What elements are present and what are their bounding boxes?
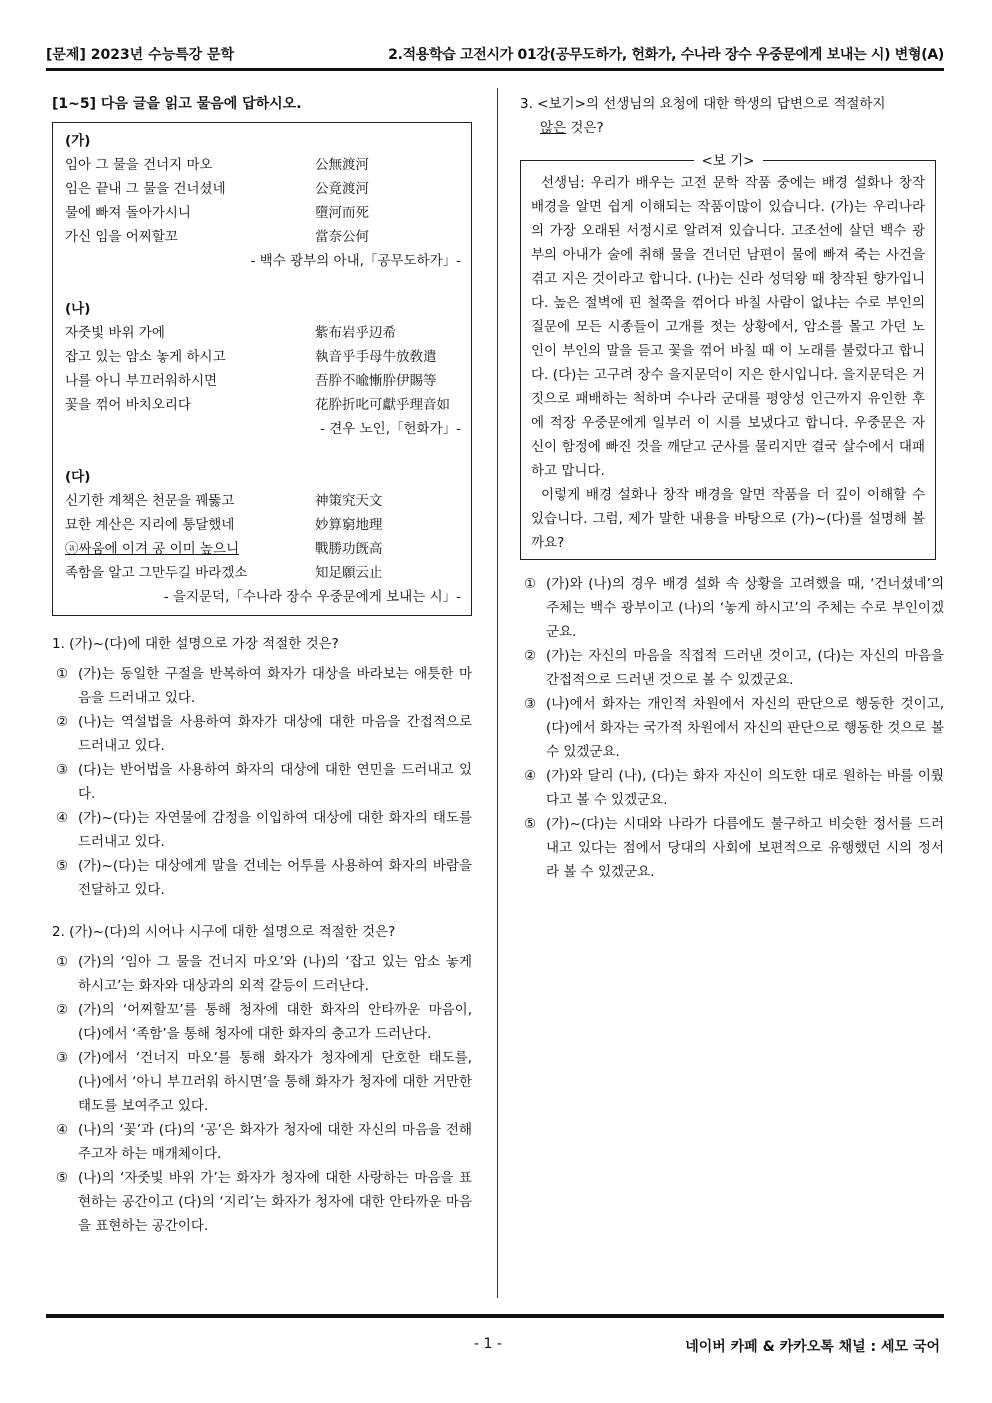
option-text: (나)의 ‘자줏빛 바위 가’는 화자가 청자에 대한 사랑하는 마음을 표현하는 공간이고 (다)의 ‘지리’는 화자가 청자에 대한 안타까운 마음을 표현하는 공간이다.	[78, 1170, 472, 1234]
header-unit-title: 2.적용학습 고전시가 01강(공무도하가, 헌화가, 수나라 장수 우중문에게 보내는 시) 변형(A)	[388, 47, 944, 63]
poem-line	[65, 321, 463, 345]
option-text: (가)와 (나)의 경우 배경 설화 속 상황을 고려했을 때, ‘건너셨네’의 주체는 백수 광부이고 (나)의 ‘놓게 하시고’의 주체는 수로 부인이겠군요.	[546, 576, 944, 640]
poem-korean: 자줏빛 바위 가에	[65, 325, 165, 341]
poem-line	[65, 393, 463, 417]
poem-korean: 신기한 계책은 천문을 꿰뚫고	[65, 493, 235, 509]
question-3-option[interactable]	[520, 764, 944, 812]
option-number: ①	[56, 666, 69, 682]
column-divider	[497, 88, 498, 1298]
poem-na-label: (나)	[65, 301, 91, 317]
poem-hanja: 知足願云止	[315, 565, 383, 581]
question-2-option[interactable]	[52, 1046, 472, 1118]
question-2-stem: 2. (가)~(다)의 시어나 시구에 대한 설명으로 적절한 것은?	[52, 924, 396, 940]
poem-na-attribution: - 견우 노인,「헌화가」-	[320, 421, 461, 437]
option-text: (가)는 동일한 구절을 반복하여 화자가 대상을 바라보는 애틋한 마음을 드러내고 있다.	[78, 666, 472, 706]
poem-line	[65, 201, 463, 225]
question-3-stem-end: 것은?	[570, 120, 604, 136]
poem-korean: 족함을 알고 그만두길 바라겠소	[65, 565, 248, 581]
poem-line	[65, 369, 463, 393]
poem-hanja: 吾肸不喩慚肸伊賜等	[315, 373, 437, 389]
poem-hanja: 花肸折叱可獻乎理音如	[315, 397, 450, 413]
question-3-option[interactable]	[520, 692, 944, 764]
question-3-stem	[520, 92, 944, 140]
footer-rule	[46, 1314, 944, 1318]
question-2-option[interactable]	[52, 1166, 472, 1238]
question-1-option[interactable]	[52, 854, 472, 902]
poem-korean: 임은 끝내 그 물을 건너셨네	[65, 181, 226, 197]
poem-korean: 가신 임을 어찌할꼬	[65, 229, 178, 245]
instructions: [1~5] 다음 글을 읽고 물음에 답하시오.	[52, 96, 302, 112]
poem-line	[65, 537, 463, 561]
question-2-option[interactable]	[52, 1118, 472, 1166]
option-text: (가)에서 ‘건너지 마오’를 통해 화자가 청자에게 단호한 태도를, (나)에서 ‘아니 부끄러워 하시면’을 통해 화자가 청자에 대한 거만한 태도를 보여주고 있다.	[78, 1050, 472, 1114]
header-exam-title: [문제] 2023년 수능특강 문학	[46, 47, 235, 63]
question-1-option[interactable]	[52, 758, 472, 806]
question-1-option[interactable]	[52, 710, 472, 758]
question-3-option[interactable]	[520, 644, 944, 692]
poem-hanja: 公竟渡河	[315, 181, 369, 197]
poem-line	[65, 153, 463, 177]
poem-korean: 꽃을 꺾어 바치오리다	[65, 397, 191, 413]
option-number: ③	[56, 762, 69, 778]
option-number: ①	[524, 576, 537, 592]
option-number: ①	[56, 954, 69, 970]
option-text: (가)의 ‘임아 그 물을 건너지 마오’와 (나)의 ‘잡고 있는 암소 놓게 하시고’는 화자와 대상과의 외적 갈등이 드러난다.	[78, 954, 472, 994]
option-number: ④	[56, 810, 69, 826]
bogi-box	[520, 153, 936, 560]
option-text: (가)~(다)는 자연물에 감정을 이입하여 대상에 대한 화자의 태도를 드러내고 있다.	[78, 810, 472, 850]
poem-ga-label: (가)	[65, 133, 91, 149]
page-number: - 1 -	[474, 1336, 502, 1352]
poem-hanja: 公無渡河	[315, 157, 369, 173]
poem-line	[65, 177, 463, 201]
option-number: ⑤	[56, 858, 69, 874]
poem-korean: 묘한 계산은 지리에 통달했네	[65, 517, 235, 533]
poem-da-label: (다)	[65, 469, 91, 485]
header-rule	[46, 68, 944, 71]
option-number: ②	[524, 648, 537, 664]
option-text: (나)는 역설법을 사용하여 화자가 대상에 대한 마음을 간접적으로 드러내고 있다.	[78, 714, 472, 754]
question-3-option[interactable]	[520, 812, 944, 884]
option-number: ②	[56, 1002, 69, 1018]
option-number: ②	[56, 714, 69, 730]
option-text: (가)의 ‘어찌할꼬’를 통해 청자에 대한 화자의 안타까운 마음이, (다)에서 ‘족함’을 통해 청자에 대한 화자의 충고가 드러난다.	[78, 1002, 472, 1042]
poem-line	[65, 561, 463, 585]
poem-hanja: 紫布岩乎辺希	[315, 325, 396, 341]
option-number: ⑤	[56, 1170, 69, 1186]
option-text: (다)는 반어법을 사용하여 화자의 대상에 대한 연민을 드러내고 있다.	[78, 762, 472, 802]
question-1-option[interactable]	[52, 662, 472, 710]
poem-hanja: 執音乎手母牛放敎遣	[315, 349, 437, 365]
question-1-stem: 1. (가)~(다)에 대한 설명으로 가장 적절한 것은?	[52, 636, 339, 652]
poem-hanja: 戰勝功旣高	[315, 541, 383, 557]
option-text: (나)의 ‘꽃’과 (다)의 ‘공’은 화자가 청자에 대한 자신의 마음을 전해주고자 하는 매개체이다.	[78, 1122, 472, 1162]
poem-korean: 물에 빠져 돌아가시니	[65, 205, 191, 221]
bogi-title: <보 기>	[521, 149, 935, 173]
poem-korean: 잡고 있는 암소 놓게 하시고	[65, 349, 226, 365]
question-3-emphasis: 않은	[540, 120, 567, 136]
left-column	[52, 92, 472, 1238]
option-number: ③	[524, 696, 537, 712]
bogi-paragraph: 이렇게 배경 설화나 창작 배경을 알면 작품을 더 깊이 이해할 수 있습니다. 그럼, 제가 말한 내용을 바탕으로 (가)~(다)를 설명해 볼까요?	[531, 487, 925, 551]
bogi-text	[531, 171, 925, 555]
poem-hanja: 妙算窮地理	[315, 517, 383, 533]
option-text: (가)~(다)는 시대와 나라가 다름에도 불구하고 비슷한 정서를 드러내고 있다는 점에서 당대의 사회에 보편적으로 유행했던 시의 정서라 볼 수 있겠군요.	[546, 816, 944, 880]
poem-hanja: 神策究天文	[315, 493, 383, 509]
option-number: ③	[56, 1050, 69, 1066]
right-column	[520, 92, 944, 884]
option-number: ⑤	[524, 816, 537, 832]
poem-korean-underlined: ⓐ싸움에 이겨 공 이미 높으니	[65, 541, 240, 557]
question-3-option[interactable]	[520, 572, 944, 644]
poem-line	[65, 513, 463, 537]
question-2-option[interactable]	[52, 950, 472, 998]
question-1-option[interactable]	[52, 806, 472, 854]
option-text: (가)~(다)는 대상에게 말을 건네는 어투를 사용하여 화자의 바람을 전달하고 있다.	[78, 858, 472, 898]
poem-box	[52, 122, 472, 616]
poem-line	[65, 489, 463, 513]
poem-ga-attribution: - 백수 광부의 아내,「공무도하가」-	[250, 253, 461, 269]
bogi-paragraph: 선생님: 우리가 배우는 고전 문학 작품 중에는 배경 설화나 창작 배경을 알면 쉽게 이해되는 작품이많이 있습니다. (가)는 우리나라의 가장 오래된 서정시로 알려져 있습니다. 고조선에 살던 백수 광부의 아내가 술에 취해 물을 건너던 남편이 물에 빠져 죽는 사건을 겪고 지은 것이라고 합니다. (나)는 신라 성덕왕 때 창작된 향가입니다. 높은 절벽에 핀 철쭉을 꺾어다 바칠 사람이 없냐는 수로 부인의 질문에 모든 시종들이 고개를 젓는 상황에서, 암소를 몰고 가던 노인이 부인의 말을 듣고 꽃을 꺾어 바칠 때 이 노래를 불렀다고 합니다. (다)는 고구려 장수 을지문덕이 지은 한시입니다. 을지문덕은 거짓으로 패배하는 척하며 수나라 군대를 평양성 인근까지 유인한 후에 적장 우중문에게 일부러 이 시를 보냈다고 합니다. 우중문은 자신이 함정에 빠진 것을 깨닫고 군사를 물리지만 결국 살수에서 대패하고 맙니다.	[531, 175, 925, 479]
question-2-option[interactable]	[52, 998, 472, 1046]
question-3-stem-text: 3. <보기>의 선생님의 요청에 대한 학생의 답변으로 적절하지	[520, 96, 886, 112]
poem-korean: 임아 그 물을 건너지 마오	[65, 157, 213, 173]
option-text: (가)와 달리 (나), (다)는 화자 자신이 의도한 대로 원하는 바를 이뤘다고 볼 수 있겠군요.	[546, 768, 944, 808]
poem-hanja: 墮河而死	[315, 205, 369, 221]
footer-brand: 네이버 카페 & 카카오톡 채널 : 세모 국어	[685, 1339, 940, 1355]
poem-line	[65, 345, 463, 369]
poem-line	[65, 225, 463, 249]
poem-hanja: 當奈公何	[315, 229, 369, 245]
option-number: ④	[56, 1122, 69, 1138]
poem-da-attribution: - 을지문덕,「수나라 장수 우중문에게 보내는 시」-	[163, 589, 461, 605]
option-text: (나)에서 화자는 개인적 차원에서 자신의 판단으로 행동한 것이고, (다)에서 화자는 국가적 차원에서 자신의 판단으로 행동한 것으로 볼 수 있겠군요.	[546, 696, 944, 760]
option-number: ④	[524, 768, 537, 784]
poem-korean: 나를 아니 부끄러워하시면	[65, 373, 218, 389]
option-text: (가)는 자신의 마음을 직접적 드러낸 것이고, (다)는 자신의 마음을 간접적으로 드러낸 것으로 볼 수 있겠군요.	[546, 648, 944, 688]
